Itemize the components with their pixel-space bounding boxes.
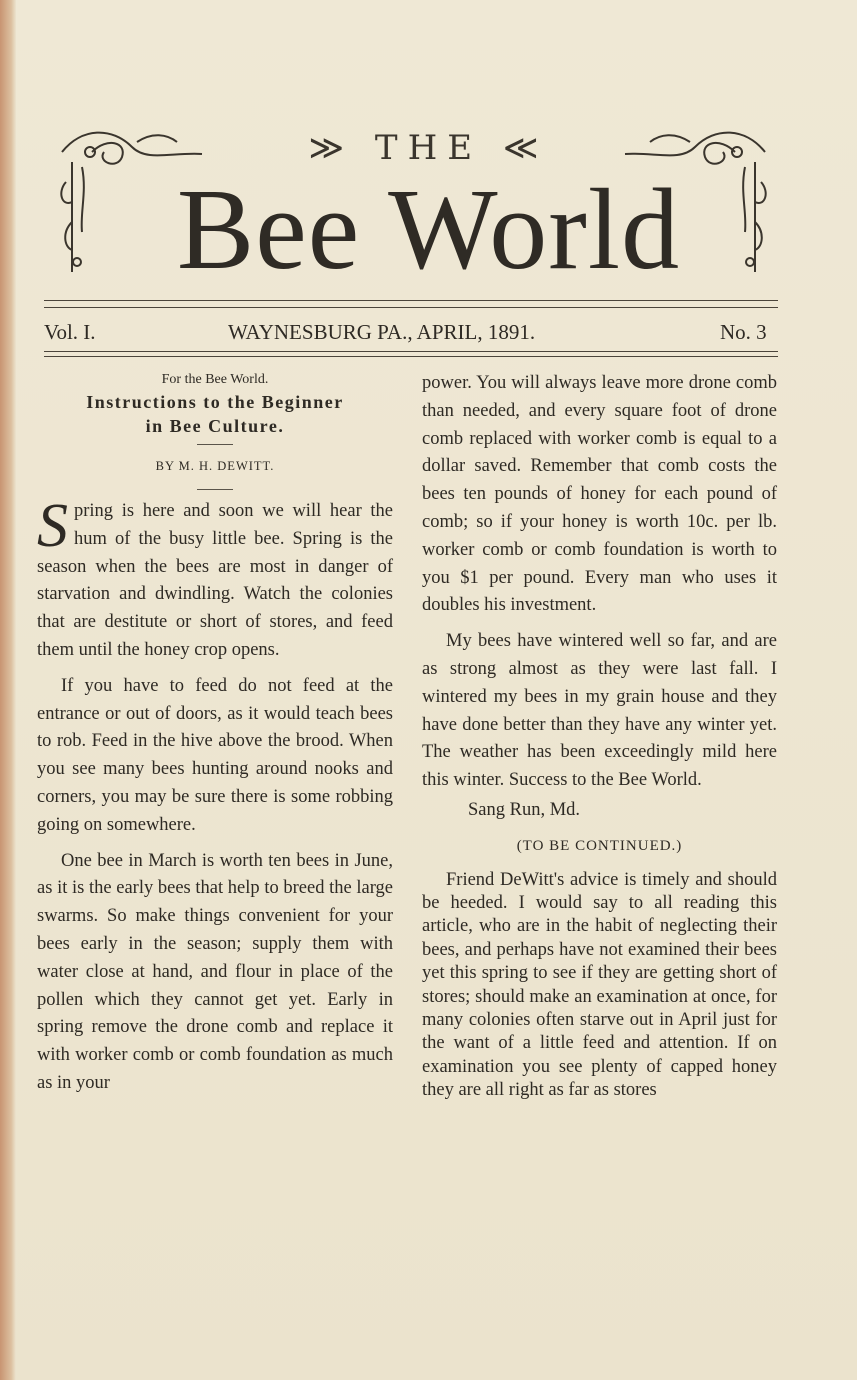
- volume-label: Vol. I.: [44, 320, 96, 344]
- article-title-line2: in Bee Culture.: [145, 416, 285, 436]
- masthead-the: [0, 128, 857, 168]
- paragraph-5: [422, 628, 777, 795]
- paragraph-1-text: pring is here and soon we will hear the hum of the busy little bee. Spring is the season when the bees are most in danger of starvation and dwindling. Watch the colonies that are destitute or short of stores, and feed them until the honey crop opens.: [37, 501, 393, 660]
- article-kicker: For the Bee World.: [161, 372, 269, 387]
- paragraph-4: power. You will always leave more drone comb than needed, and every square foot of drone comb replaced with worker comb is equal to a dollar saved. Remember that comb costs the bees ten pounds of honey for each pound of comb; so if your honey is worth 10c. per lb. worker comb or comb foundation is worth to you $1 per pound. Every man who uses it doubles his investment.: [422, 373, 777, 616]
- editor-note: Friend DeWitt's advice is timely and should be heeded. I would say to all reading this article, who are in the habit of neglecting their bees, and perhaps have not examined their bees yet this spring to see if they are getting short of stores; should make an examination at once, for many colonies often starve out in April just for the want of a little feed and attention. If on examination you see plenty of capped honey they are all right as far as stores: [422, 869, 777, 1101]
- masthead-the-text: THE: [374, 128, 483, 168]
- paragraph-3: One bee in March is worth ten bees in June, as it is the early bees that help to breed the large swarms. So make things convenient for your bees early in the season; supply them with water close at hand, and flour in place of the pollen which they cannot get yet. Early in spring remove the drone comb and replace it with worker comb or comb foundation as much as in your: [37, 850, 393, 1093]
- byline-divider: [197, 489, 233, 490]
- left-column: [37, 370, 393, 1106]
- drop-cap: S: [37, 492, 68, 560]
- continued-note: (TO BE CONTINUED.): [516, 837, 683, 854]
- signoff: Sang Run, Md.: [468, 799, 581, 820]
- header-rule-bottom-2: [44, 356, 778, 357]
- right-column: [422, 370, 777, 1111]
- header-rule-bottom-1: [44, 351, 778, 352]
- paragraph-1: [37, 492, 393, 665]
- place-date-line: WAYNESBURG PA., APRIL, 1891.: [228, 320, 536, 344]
- article-byline: BY M. H. DEWITT.: [155, 459, 275, 473]
- article-title-line1: Instructions to the Beginner: [86, 392, 344, 412]
- issue-number: No. 3: [720, 320, 767, 344]
- title-divider: [197, 444, 233, 445]
- header-rule-top-2: [44, 307, 778, 308]
- paragraph-5-text: My bees have wintered well so far, and are as strong almost as they were last fall. I wintered my bees in my grain house and they have done better than they have any winter yet. The weather has been exceedingly mild here this winter. Success to the Bee World.: [422, 631, 777, 791]
- paragraph-2: If you have to feed do not feed at the entrance or out of doors, as it would teach bees to rob. Feed in the hive above the brood. When you see many bees hunting around nooks and corners, you may be sure there is some robbing going on somewhere.: [37, 675, 393, 835]
- the-left-ornament-icon: ≫: [308, 128, 355, 168]
- header-rule-top-1: [44, 300, 778, 301]
- masthead-title: Bee World: [176, 166, 681, 294]
- the-right-ornament-icon: ≪: [502, 128, 549, 168]
